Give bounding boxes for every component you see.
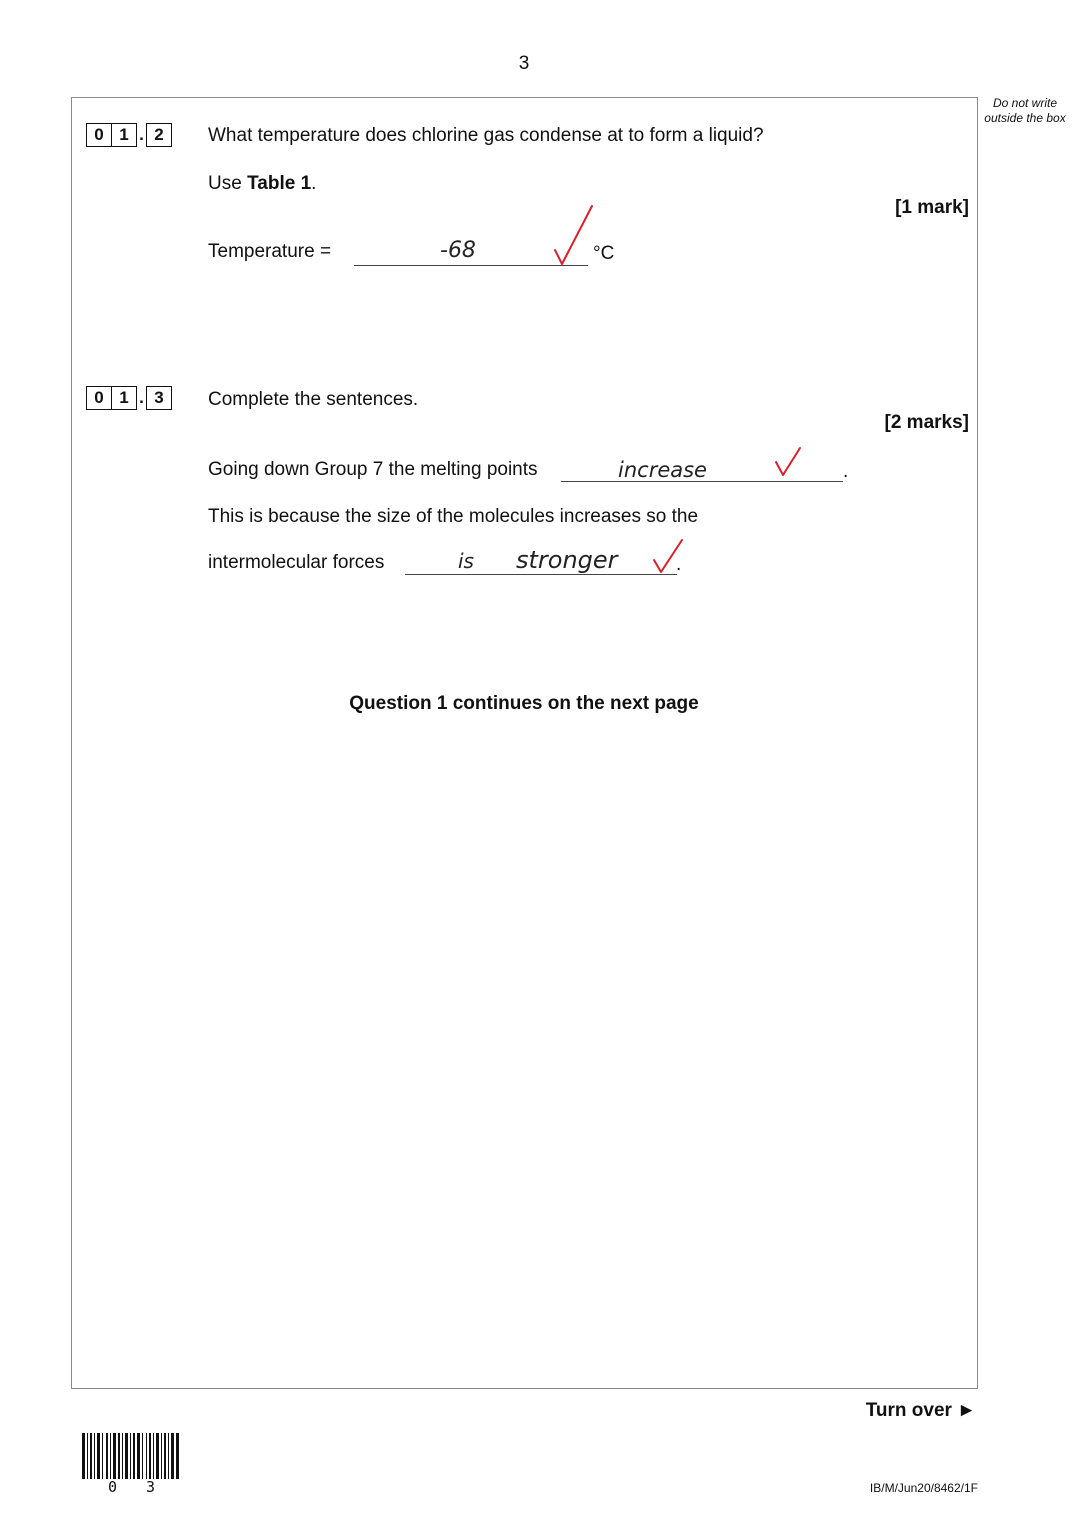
sentence-3-answer-word-2: stronger (516, 546, 618, 574)
tick-mark-icon (772, 444, 804, 480)
sentence-3-answer-word-1: is (458, 549, 474, 573)
question-number-01-2 (86, 123, 172, 147)
barcode-number: 0 3 (108, 1478, 166, 1496)
instruction-prefix: Use (208, 173, 248, 194)
turn-over: Turn over ► (865, 1400, 976, 1421)
question-number-digit: 0 (86, 123, 112, 147)
instruction-table-ref: Table 1 (247, 173, 312, 194)
sentence-1-answer-handwritten: increase (618, 458, 707, 482)
tick-mark-icon (550, 202, 598, 268)
temperature-answer-handwritten: -68 (440, 238, 476, 263)
question-number-digit: 2 (146, 123, 172, 147)
question-number-digit: 0 (86, 386, 112, 410)
sentence-1-prefix: Going down Group 7 the melting points (208, 459, 538, 480)
question-number-dot: . (139, 125, 144, 144)
temperature-label: Temperature = (208, 241, 332, 262)
question-01-2-text: What temperature does chlorine gas condense at to form a liquid? (208, 125, 764, 146)
barcode-icon (82, 1433, 180, 1479)
page-number: 3 (518, 53, 530, 74)
marks-01-3: [2 marks] (884, 412, 969, 433)
sentence-2: This is because the size of the molecules increases so the (208, 506, 699, 527)
question-number-dot: . (139, 388, 144, 407)
sentence-3-answer-line (405, 574, 677, 575)
question-number-01-3 (86, 386, 172, 410)
temperature-unit: °C (593, 243, 615, 264)
answer-frame (71, 97, 978, 1389)
question-number-digit: 1 (112, 123, 137, 147)
sentence-3-end: . (676, 554, 682, 575)
continues-note: Question 1 continues on the next page (349, 693, 699, 714)
question-number-digit: 1 (112, 386, 137, 410)
instruction-suffix: . (311, 173, 317, 194)
margin-note: Do not write outside the box (984, 96, 1066, 125)
sentence-1-end: . (843, 461, 849, 482)
footer-code: IB/M/Jun20/8462/1F (869, 1481, 978, 1495)
question-01-3-text: Complete the sentences. (208, 389, 419, 410)
question-01-2-instruction (208, 173, 316, 195)
marks-01-2: [1 mark] (895, 197, 969, 218)
sentence-3-prefix: intermolecular forces (208, 552, 385, 573)
question-number-digit: 3 (146, 386, 172, 410)
